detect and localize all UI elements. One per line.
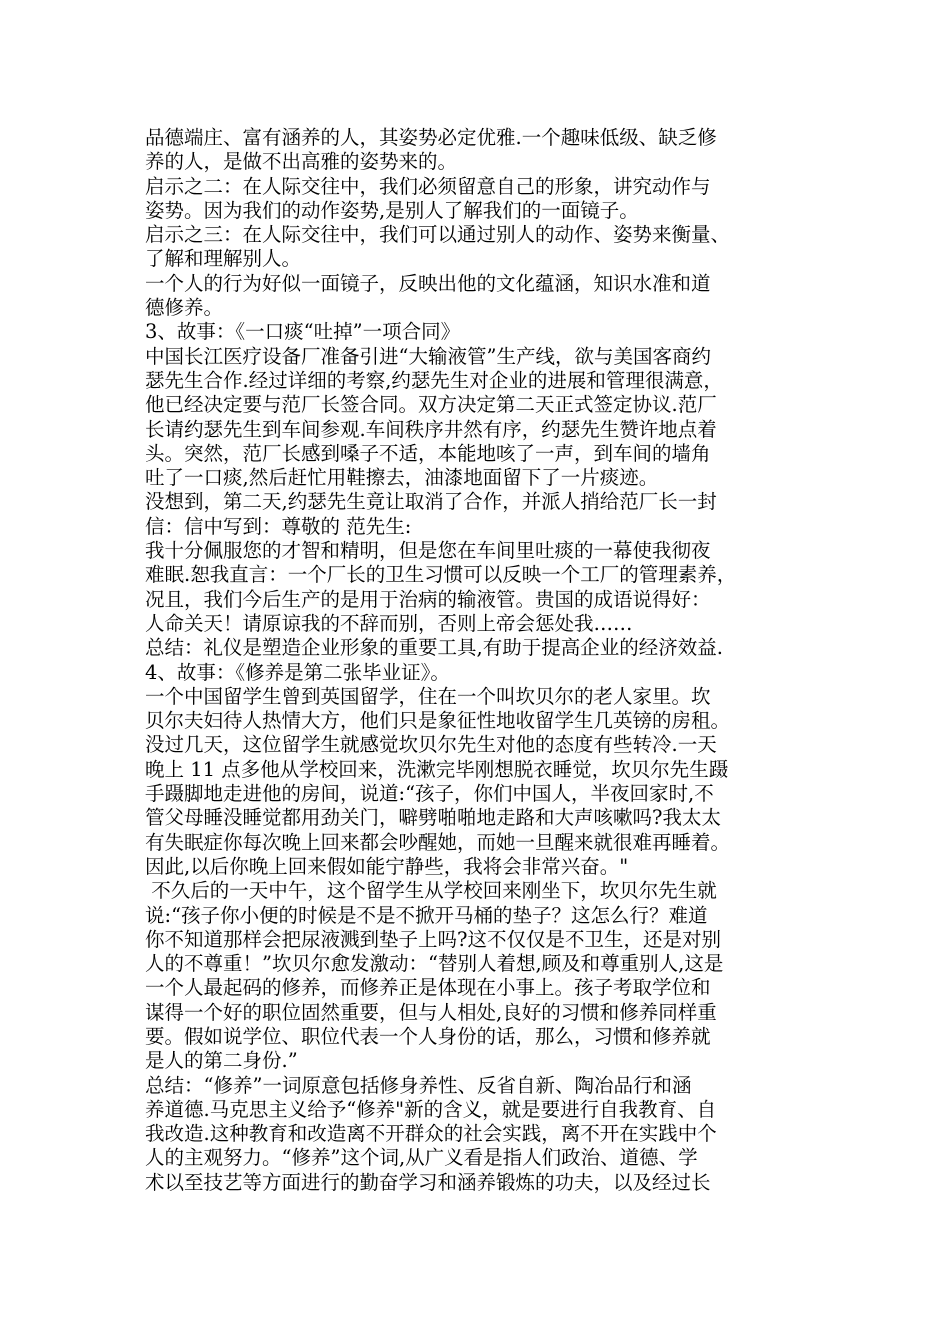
text-line: 我十分佩服您的才智和精明，但是您在车间里吐痰的一幕使我彻夜 [145, 539, 711, 563]
text-line: 总结：“修养”一词原意包括修身养性、反省自新、陶冶品行和涵 [145, 1073, 692, 1097]
text-line: 我改造.这种教育和改造离不开群众的社会实践，离不开在实践中个 [145, 1122, 717, 1146]
text-line: 一个中国留学生曾到英国留学，住在一个叫坎贝尔的老人家里。坎 [145, 684, 711, 708]
text-line: 因此,以后你晚上回来假如能宁静些，我将会非常兴奋。" [145, 854, 629, 878]
text-line: 长请约瑟先生到车间参观.车间秩序井然有序，约瑟先生赞许地点着 [145, 417, 717, 441]
text-line: 头。突然，范厂长感到嗓子不适，本能地咳了一声，到车间的墙角 [145, 441, 711, 465]
document-body [145, 126, 817, 1195]
text-line: 没想到，第二天,约瑟先生竟让取消了合作，并派人捎给范厂长一封 [145, 490, 717, 514]
text-line: 启示之三：在人际交往中，我们可以通过别人的动作、姿势来衡量、 [145, 223, 731, 247]
text-line: 他已经决定要与范厂长签合同。双方决定第二天正式签定协议.范厂 [145, 393, 717, 417]
text-line: 管父母睡没睡觉都用劲关门，噼劈啪啪地走路和大声咳嗽吗?我太太 [145, 806, 721, 830]
text-line: 手蹑脚地走进他的房间，说道:“孩子，你们中国人，半夜回家时,不 [145, 782, 714, 806]
text-line: 中国长江医疗设备厂准备引进“大输液管”生产线，欲与美国客商约 [145, 344, 711, 368]
text-line: 4、故事：《修养是第二张毕业证》。 [145, 660, 450, 684]
text-line: 人的主观努力。“修养”这个词,从广义看是指人们政治、道德、学 [145, 1146, 698, 1170]
text-line: 品德端庄、富有涵养的人，其姿势必定优雅.一个趣味低级、缺乏修 [145, 126, 717, 149]
text-line: 吐了一口痰,然后赶忙用鞋擦去，油漆地面留下了一片痰迹。 [145, 466, 659, 490]
text-line: 养的人，是做不出高雅的姿势来的。 [145, 150, 458, 174]
text-line: 姿势。因为我们的动作姿势,是别人了解我们的一面镜子。 [145, 198, 639, 222]
text-line: 不久后的一天中午，这个留学生从学校回来刚坐下，坎贝尔先生就 [145, 879, 717, 903]
text-line: 信：信中写到：尊敬的 范先生: [145, 514, 412, 538]
text-line: 没过几天，这位留学生就感觉坎贝尔先生对他的态度有些转冷.一天 [145, 733, 717, 757]
text-line: 要。假如说学位、职位代表一个人身份的话，那么，习惯和修养就 [145, 1024, 711, 1048]
text-line: 你不知道那样会把尿液溅到垫子上吗?这不仅仅是不卫生，还是对别 [145, 927, 721, 951]
text-line: 况且，我们今后生产的是用于治病的输液管。贵国的成语说得好： [145, 587, 711, 611]
text-line: 难眠.恕我直言：一个厂长的卫生习惯可以反映一个工厂的管理素养， [145, 563, 737, 587]
text-line: 是人的第二身份.” [145, 1049, 298, 1073]
text-line: 谋得一个好的职位固然重要，但与人相处,良好的习惯和修养同样重 [145, 1000, 717, 1024]
text-line: 一个人的行为好似一面镜子，反映出他的文化蕴涵，知识水准和道 [145, 271, 711, 295]
text-line: 总结：礼仪是塑造企业形象的重要工具,有助于提高企业的经济效益. [145, 636, 723, 660]
text-line: 一个人最起码的修养，而修养正是体现在小事上。孩子考取学位和 [145, 976, 711, 1000]
text-line: 启示之二：在人际交往中，我们必须留意自己的形象，讲究动作与 [145, 174, 711, 198]
text-line: 人的不尊重！”坎贝尔愈发激动：“替别人着想,顾及和尊重别人,这是 [145, 952, 724, 976]
text-line: 养道德.马克思主义给予“修养"新的含义，就是要进行自我教育、自 [145, 1097, 717, 1121]
text-line: 人命关天！请原谅我的不辞而别，否则上帝会惩处我…… [145, 611, 633, 635]
text-line: 德修养。 [145, 296, 224, 320]
text-line: 术以至技艺等方面进行的勤奋学习和涵养锻炼的功夫，以及经过长 [145, 1170, 711, 1194]
text-line: 说:“孩子你小便的时候是不是不掀开马桶的垫子？这怎么行？难道 [145, 903, 708, 927]
text-line: 晚上 11 点多他从学校回来，洗漱完毕刚想脱衣睡觉，坎贝尔先生蹑 [145, 757, 729, 781]
text-line: 瑟先生合作.经过详细的考察,约瑟先生对企业的进展和管理很满意， [145, 368, 723, 392]
text-line: 3、故事：《一口痰“吐掉”一项合同》 [145, 320, 461, 344]
text-line: 有失眠症你每次晚上回来都会吵醒她，而她一旦醒来就很难再睡着。 [145, 830, 731, 854]
text-line: 了解和理解别人。 [145, 247, 302, 271]
text-line: 贝尔夫妇待人热情大方，他们只是象征性地收留学生几英镑的房租。 [145, 709, 731, 733]
